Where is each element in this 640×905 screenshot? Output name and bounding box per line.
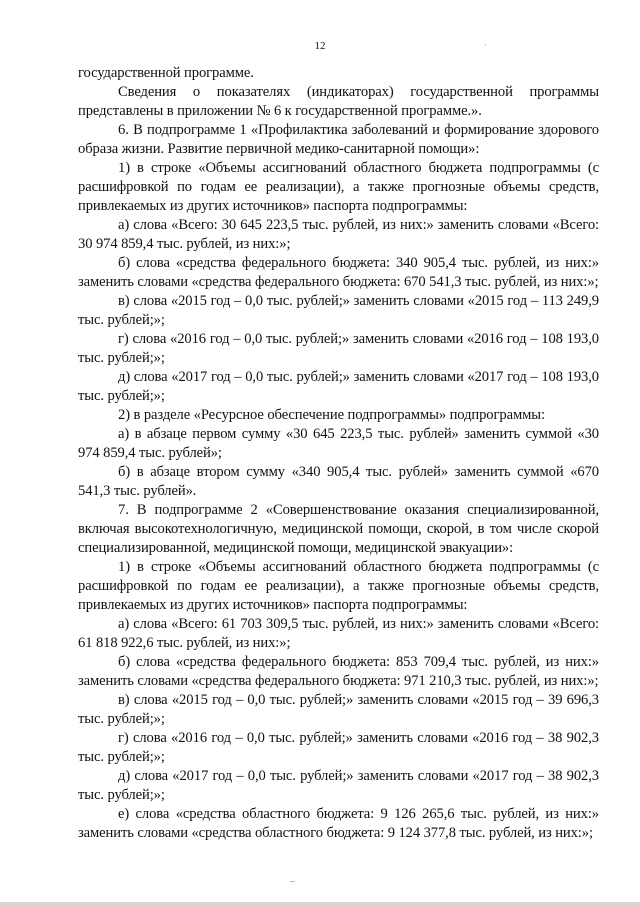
paragraph: в) слова «2015 год – 0,0 тыс. рублей;» заменить словами «2015 год – 113 249,9 тыс. рублей;»; — [78, 293, 599, 328]
document-body — [78, 64, 599, 843]
paragraph: г) слова «2016 год – 0,0 тыс. рублей;» заменить словами «2016 год – 108 193,0 тыс. рублей;»; — [78, 331, 599, 366]
page-number: 12 — [314, 40, 326, 52]
scan-speck: · — [484, 40, 487, 50]
paragraph: а) в абзаце первом сумму «30 645 223,5 тыс. рублей» заменить суммой «30 974 859,4 тыс. рублей»; — [78, 426, 599, 461]
paragraph: д) слова «2017 год – 0,0 тыс. рублей;» заменить словами «2017 год – 108 193,0 тыс. рублей;»; — [78, 369, 599, 404]
paragraph: 7. В подпрограмме 2 «Совершенствование оказания специализированной, включая высокотехнологичную, медицинской помощи, скорой, в том числе скорой специализированной, медицинской помощи, медицинской эвакуации»: — [78, 502, 599, 556]
paragraph: 6. В подпрограмме 1 «Профилактика заболеваний и формирование здорового образа жизни. Развитие первичной медико-санитарной помощи»: — [78, 122, 599, 157]
paragraph: е) слова «средства областного бюджета: 9 126 265,6 тыс. рублей, из них:» заменить словами «средства областного бюджета: 9 124 377,8 тыс. рублей, из них:»; — [78, 806, 599, 841]
paragraph: 2) в разделе «Ресурсное обеспечение подпрограммы» подпрограммы: — [118, 407, 545, 423]
paragraph: 1) в строке «Объемы ассигнований областного бюджета подпрограммы (с расшифровкой по годам ее реализации), а также прогнозные объемы средств, привлекаемых из других источников» паспорта подпрограммы: — [78, 559, 599, 613]
paragraph: б) слова «средства федерального бюджета: 340 905,4 тыс. рублей, из них:» заменить словами «средства федерального бюджета: 670 541,3 тыс. рублей, из них:»; — [78, 255, 599, 290]
scan-speck: – — [290, 876, 295, 887]
paragraph: б) в абзаце втором сумму «340 905,4 тыс. рублей» заменить суммой «670 541,3 тыс. рублей». — [78, 464, 599, 499]
paragraph: в) слова «2015 год – 0,0 тыс. рублей;» заменить словами «2015 год – 39 696,3 тыс. рублей;»; — [78, 692, 599, 727]
paragraph: государственной программе. — [78, 65, 254, 81]
paragraph: а) слова «Всего: 61 703 309,5 тыс. рублей, из них:» заменить словами «Всего: 61 818 922,6 тыс. рублей, из них:»; — [78, 616, 599, 651]
paragraph: г) слова «2016 год – 0,0 тыс. рублей;» заменить словами «2016 год – 38 902,3 тыс. рублей;»; — [78, 730, 599, 765]
paragraph: д) слова «2017 год – 0,0 тыс. рублей;» заменить словами «2017 год – 38 902,3 тыс. рублей;»; — [78, 768, 599, 803]
paragraph: б) слова «средства федерального бюджета: 853 709,4 тыс. рублей, из них:» заменить словами «средства федерального бюджета: 971 210,3 тыс. рублей, из них:»; — [78, 654, 599, 689]
paragraph: 1) в строке «Объемы ассигнований областного бюджета подпрограммы (с расшифровкой по годам ее реализации), а также прогнозные объемы средств, привлекаемых из других источников» паспорта подпрограммы: — [78, 160, 599, 214]
paragraph: а) слова «Всего: 30 645 223,5 тыс. рублей, из них:» заменить словами «Всего: 30 974 859,4 тыс. рублей, из них:»; — [78, 217, 599, 252]
paragraph: Сведения о показателях (индикаторах) государственной программы представлены в приложении № 6 к государственной программе.». — [78, 84, 599, 119]
